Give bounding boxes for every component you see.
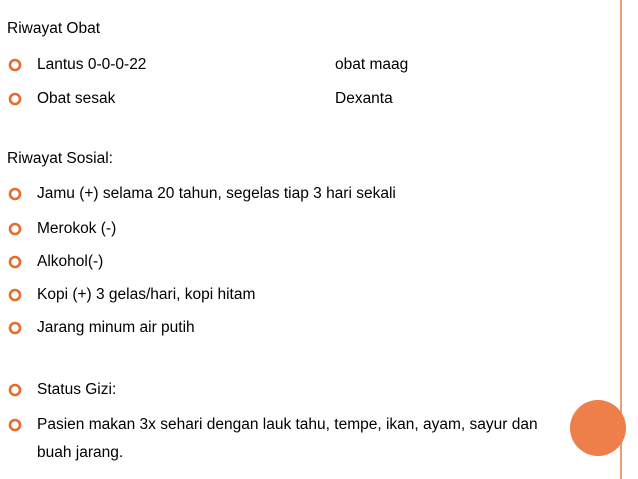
circle-bullet-icon [8, 92, 22, 106]
decorative-orange-circle [570, 400, 626, 456]
decorative-border-line [620, 0, 622, 479]
circle-bullet-icon [8, 288, 22, 302]
circle-bullet-icon [8, 58, 22, 72]
medication-name: Obat sesak [37, 90, 116, 107]
medication-name: Lantus 0-0-0-22 [37, 56, 147, 73]
list-item-text-continuation: buah jarang. [37, 444, 124, 461]
list-item-text: Pasien makan 3x sehari dengan lauk tahu, tempe, ikan, ayam, sayur dan [37, 416, 538, 433]
circle-bullet-icon [8, 187, 22, 201]
list-item-text: Jarang minum air putih [37, 319, 195, 336]
circle-bullet-icon [8, 321, 22, 335]
status-gizi-label: Status Gizi: [37, 381, 117, 398]
section-heading-riwayat-obat: Riwayat Obat [7, 20, 101, 37]
medication-note: obat maag [335, 56, 409, 73]
list-item-text: Alkohol(-) [37, 253, 104, 270]
list-item-text: Jamu (+) selama 20 tahun, segelas tiap 3 hari sekali [37, 185, 396, 202]
section-heading-riwayat-sosial: Riwayat Sosial: [7, 150, 113, 167]
circle-bullet-icon [8, 255, 22, 269]
circle-bullet-icon [8, 383, 22, 397]
circle-bullet-icon [8, 418, 22, 432]
list-item-text: Merokok (-) [37, 220, 117, 237]
circle-bullet-icon [8, 222, 22, 236]
list-item-text: Kopi (+) 3 gelas/hari, kopi hitam [37, 286, 256, 303]
medication-note: Dexanta [335, 90, 393, 107]
